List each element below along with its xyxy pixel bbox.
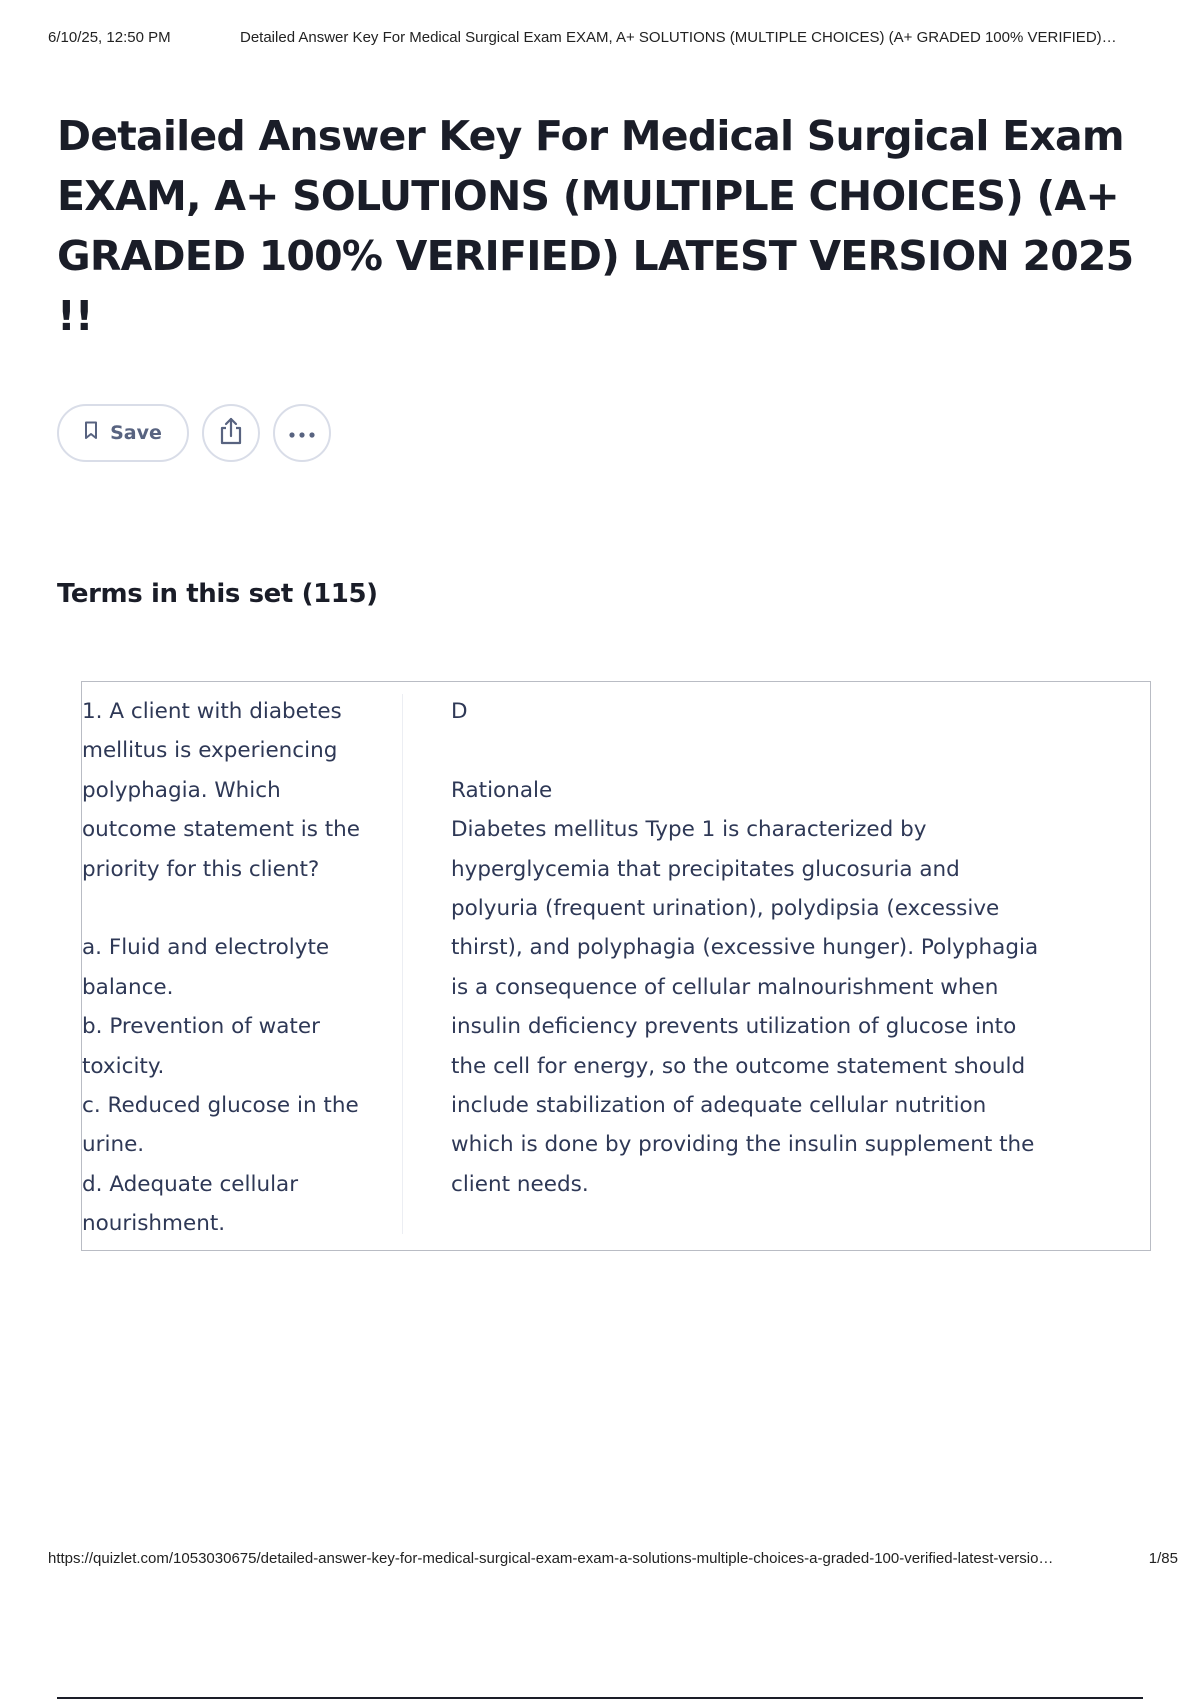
- term-question: 1. A client with diabetes mellitus is experiencing polyphagia. Which outcome statement is the priority for this client? a. Fluid and electrolyte balance. b. Prevention of water toxicity. c. Reduced glucose in the urine. d. Adequate cellular nourishment.: [82, 699, 361, 1237]
- page-number: 1/85: [1148, 1550, 1178, 1567]
- share-button[interactable]: [202, 404, 260, 462]
- action-row: [57, 404, 344, 462]
- print-header: [48, 29, 1188, 46]
- print-footer: [48, 1550, 1188, 1567]
- bookmark-icon: [84, 421, 98, 445]
- terms-heading: Terms in this set (115): [57, 579, 378, 609]
- save-button-label: Save: [110, 422, 162, 444]
- share-icon: [218, 417, 244, 449]
- term-card: [81, 681, 1151, 1251]
- card-divider: [402, 694, 403, 1234]
- save-button[interactable]: [57, 404, 189, 462]
- more-icon: [288, 424, 316, 443]
- print-url: https://quizlet.com/1053030675/detailed-answer-key-for-medical-surgical-exam-exam-a-solutions-multiple-choices-a-graded-100-verified-latest-versio…: [48, 1550, 1054, 1567]
- print-page-title: Detailed Answer Key For Medical Surgical Exam EXAM, A+ SOLUTIONS (MULTIPLE CHOICES) (A+ GRADED 100% VERIFIED)…: [240, 29, 1117, 46]
- page-bottom-rule: [57, 1697, 1143, 1699]
- more-options-button[interactable]: [273, 404, 331, 462]
- page-title: Detailed Answer Key For Medical Surgical Exam EXAM, A+ SOLUTIONS (MULTIPLE CHOICES) (A+ GRADED 100% VERIFIED) LATEST VERSION 2025 !!: [57, 112, 1134, 340]
- term-definition: D Rationale Diabetes mellitus Type 1 is characterized by hyperglycemia that precipitates glucosuria and polyuria (frequent urination), polydipsia (excessive thirst), and polyphagia (excessive hunger). Polyphagia is a consequence of cellular malnourishment when insulin deficiency prevents utilization of glucose into the cell for energy, so the outcome statement should include stabilization of adequate cellular nutrition which is done by providing the insulin supplement the client needs.: [451, 699, 1039, 1197]
- print-date: 6/10/25, 12:50 PM: [48, 29, 171, 46]
